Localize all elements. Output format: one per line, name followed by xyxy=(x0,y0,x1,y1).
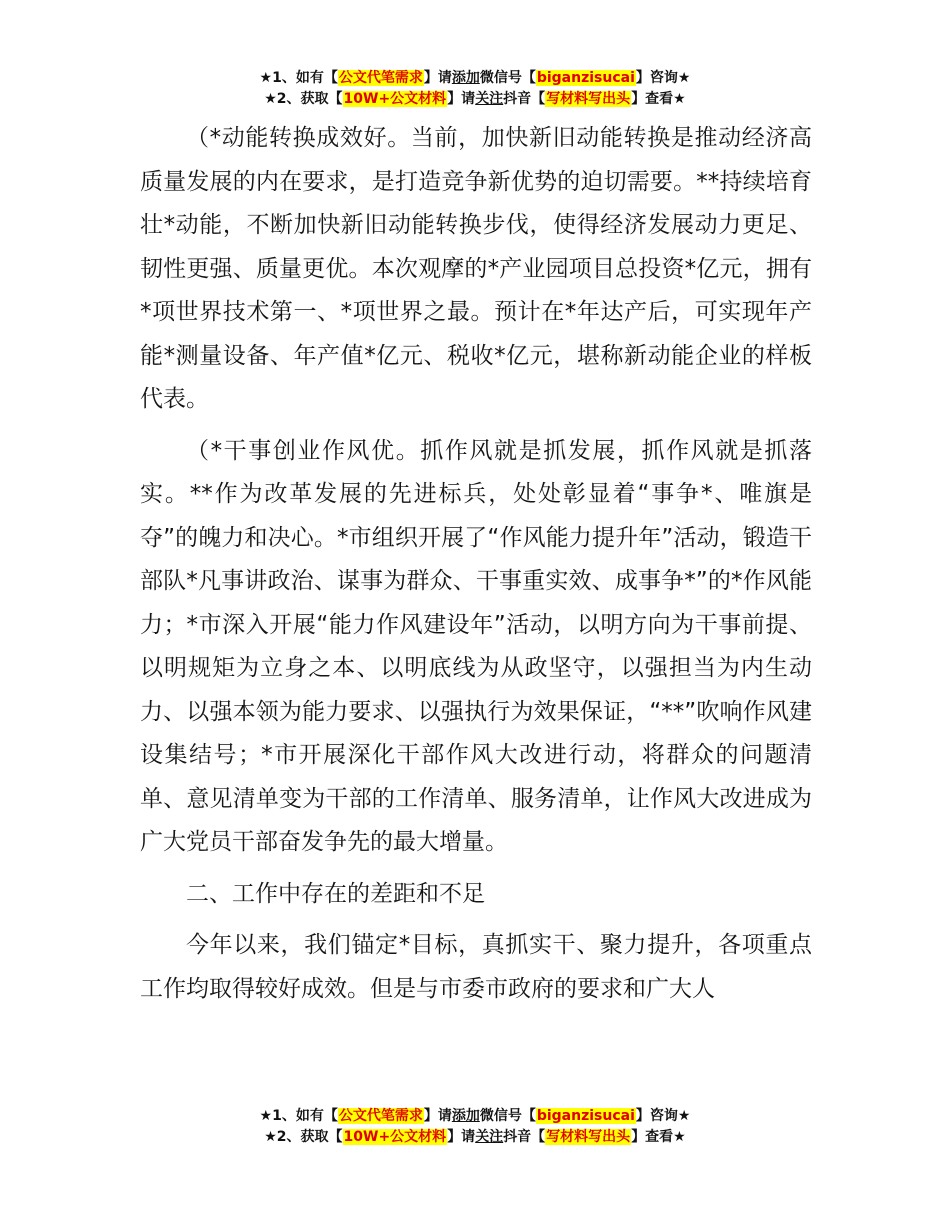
paragraph-momentum: （*动能转换成效好。当前，加快新旧动能转换是推动经济高质量发展的内在要求，是打造竞争新优势的迫切需要。**持续培育壮*动能，不断加快新旧动能转换步伐，使得经济发展动力更足、韧性更强、质量更优。本次观摩的*产业园项目总投资*亿元，拥有*项世界技术第一、*项世界之最。预计在*年达产后，可实现年产能*测量设备、年产值*亿元、税收*亿元，堪称新动能企业的样板代表。 xyxy=(140,125,812,412)
promo-text: 】请 xyxy=(447,91,476,107)
paragraph-work-style: （*干事创业作风优。抓作风就是抓发展，抓作风就是抓落实。**作为改革发展的先进标兵，处处彰显着“事争*、唯旗是夺”的魄力和决心。*市组织开展了“作风能力提升年”活动，锻造干部队*凡事讲政治、谋事为群众、干事重实效、成事争*”的*作风能力；*市深入开展“能力作风建设年”活动，以明方向为干事前提、以明规矩为立身之本、以明底线为从政坚守，以强担当为内生动力、以强本领为能力要求、以强执行为效果保证，“**”吹响作风建设集结号；*市开展深化干部作风大改进行动，将群众的问题清单、意见清单变为干部的工作清单、服务清单，让作风大改进成为广大党员干部奋发争先的最大增量。 xyxy=(140,437,812,855)
promo-text: 】咨询★ xyxy=(635,70,691,86)
promo-highlight: 10W+公文材料 xyxy=(343,91,447,107)
promo-highlight: 公文代笔需求 xyxy=(338,70,423,86)
promo-banner-top xyxy=(0,68,950,110)
promo-line-1 xyxy=(0,1106,950,1127)
promo-text: 】查看★ xyxy=(631,91,686,107)
promo-underlined: 关注 xyxy=(475,91,504,107)
promo-text: ★1、如有【 xyxy=(259,70,338,86)
promo-banner-bottom xyxy=(0,1106,950,1148)
paragraph-this-year: 今年以来，我们锚定*目标，真抓实干、聚力提升，各项重点工作均取得较好成效。但是与市委市政府的要求和广大人 xyxy=(140,932,812,1002)
promo-highlight: biganzisucai xyxy=(536,1108,635,1124)
promo-underlined: 添加 xyxy=(451,70,480,86)
promo-text: ★2、获取【 xyxy=(264,1129,343,1145)
promo-highlight: 写材料写出头 xyxy=(546,91,631,107)
promo-text: 】查看★ xyxy=(631,1129,686,1145)
promo-text: ★2、获取【 xyxy=(264,91,343,107)
section-heading-gaps: 二、工作中存在的差距和不足 xyxy=(186,880,485,907)
promo-text: ★1、如有【 xyxy=(259,1108,338,1124)
promo-highlight: 公文代笔需求 xyxy=(338,1108,423,1124)
promo-highlight: 写材料写出头 xyxy=(546,1129,631,1145)
promo-highlight: biganzisucai xyxy=(536,70,635,86)
promo-text: 微信号【 xyxy=(479,1108,536,1124)
promo-line-2 xyxy=(0,1127,950,1148)
promo-text: 】请 xyxy=(447,1129,476,1145)
promo-underlined: 添加 xyxy=(451,1108,480,1124)
promo-line-1 xyxy=(0,68,950,89)
promo-line-2 xyxy=(0,89,950,110)
promo-text: 】咨询★ xyxy=(635,1108,691,1124)
promo-highlight: 10W+公文材料 xyxy=(343,1129,447,1145)
promo-text: 抖音【 xyxy=(503,1129,546,1145)
document-body xyxy=(140,117,812,1011)
promo-text: 】请 xyxy=(423,1108,452,1124)
promo-text: 微信号【 xyxy=(479,70,536,86)
promo-underlined: 关注 xyxy=(475,1129,504,1145)
promo-text: 抖音【 xyxy=(503,91,546,107)
promo-text: 】请 xyxy=(423,70,452,86)
